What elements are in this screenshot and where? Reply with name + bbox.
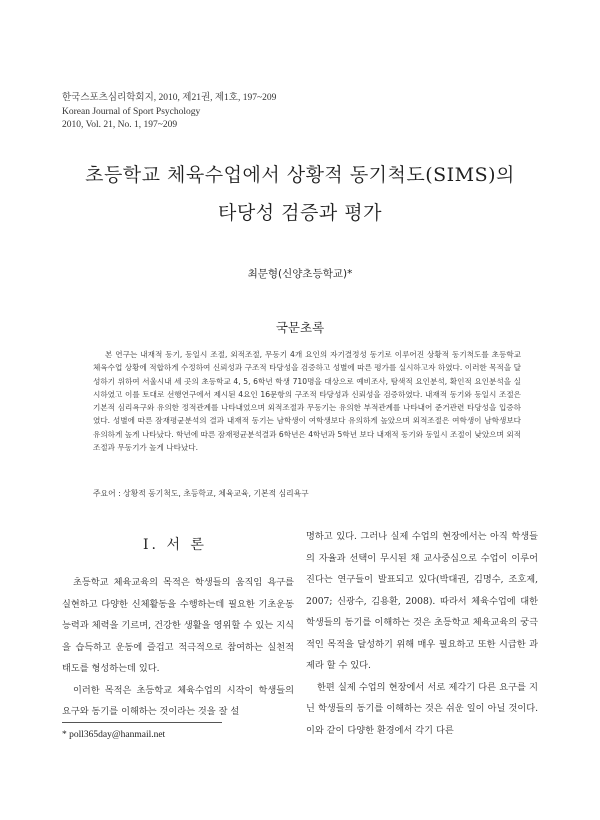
paragraph: 명하고 있다. 그러나 실제 수업의 현장에서는 아직 학생들의 자율과 선택이 무시된 채 교사중심으로 수업이 이루어진다는 연구들이 발표되고 있다(박대권, 김명수, 조호제, 2007; 신광수, 김용환, 2008). 따라서 체육수업에 대한 학생들의 동기를 이해하는 것은 초등학교 체육교육의 궁극적인 목적을 달성하기 위해 매우 필요하고 또한 시급한 과제라 할 수 있다.: [306, 531, 538, 671]
section-heading-introduction: I. 서 론: [143, 537, 207, 553]
footnote-email: * poll365day@hanmail.net: [62, 730, 166, 740]
author-affiliation: 최문형(신양초등학교)*: [247, 268, 353, 280]
paper-title-line-1: 초등학교 체육수업에서 상황적 동기척도(SIMS)의: [85, 164, 515, 186]
journal-line-volume: 2010, Vol. 21, No. 1, 197~209: [62, 120, 178, 130]
paper-title-line-2: 타당성 검증과 평가: [218, 202, 382, 224]
journal-line-english: Korean Journal of Sport Psychology: [62, 106, 201, 117]
body-column-right: [306, 526, 538, 741]
abstract-body: 본 연구는 내재적 동기, 동일시 조절, 외적조절, 무동기 4개 요인의 자기결정성 동기로 이루어진 상황적 동기척도를 초등학교 체육수업 상황에 적합하게 수정하여 신뢰성과 구조적 타당성을 검증하고 성별에 따른 평가를 실시하고자 하였다. 이러한 목적을 달성하기 위하여 서울시내 세 곳의 초등학교 4, 5, 6학년 학생 710명을 대상으로 예비조사, 탐색적 요인분석, 확인적 요인분석을 실시하였고 이를 토대로 선행연구에서 제시된 4요인 16문항의 구조적 타당성과 신뢰성을 검증하였다. 내재적 동기와 동일시 조절은 기본적 심리욕구와 유의한 정적관계를 나타내었으며 외적조절과 무동기는 유의한 부적관계를 나타내어 준거관련 타당성을 입증하였다. 성별에 따른 잠재평균분석의 결과 내재적 동기는 남학생이 여학생보다 유의하게 높았으며 외적조절은 여학생이 남학생보다 유의하게 높게 나타났다. 학년에 따른 잠재평균분석결과 6학년은 4학년과 5학년 보다 내재적 동기와 동일시 조절이 낮았으며 외적조절과 무동기가 높게 나타났다.: [93, 350, 521, 453]
paragraph: 한편 실제 수업의 현장에서 서로 제각기 다른 요구를 지닌 학생들의 동기를 이해하는 것은 쉬운 일이 아닐 것이다. 이와 같이 다양한 환경에서 각기 다른: [306, 681, 538, 736]
journal-info: [62, 92, 276, 133]
journal-line-korean: 한국스포츠심리학회지, 2010, 제21권, 제1호, 197~209: [62, 93, 277, 103]
body-column-left: [62, 572, 294, 723]
paragraph: 초등학교 체육교육의 목적은 학생들의 움직임 욕구를 실현하고 다양한 신체활동을 수행하는데 필요한 기초운동 능력과 체력을 기르며, 건강한 생활을 영위할 수 있는 지식을 습득하고 운동에 즐겁고 적극적으로 참여하는 실천적 태도를 형성하는데 있다.: [62, 577, 294, 674]
paragraph: 이러한 목적은 초등학교 체육수업의 시작이 학생들의 요구와 동기를 이해하는 것이라는 것을 잘 설: [62, 684, 294, 717]
footnote-divider: [62, 722, 222, 723]
abstract-heading: 국문초록: [275, 320, 325, 335]
keywords: 주요어 : 상황적 동기척도, 초등학교, 체육교육, 기본적 심리욕구: [93, 489, 309, 498]
